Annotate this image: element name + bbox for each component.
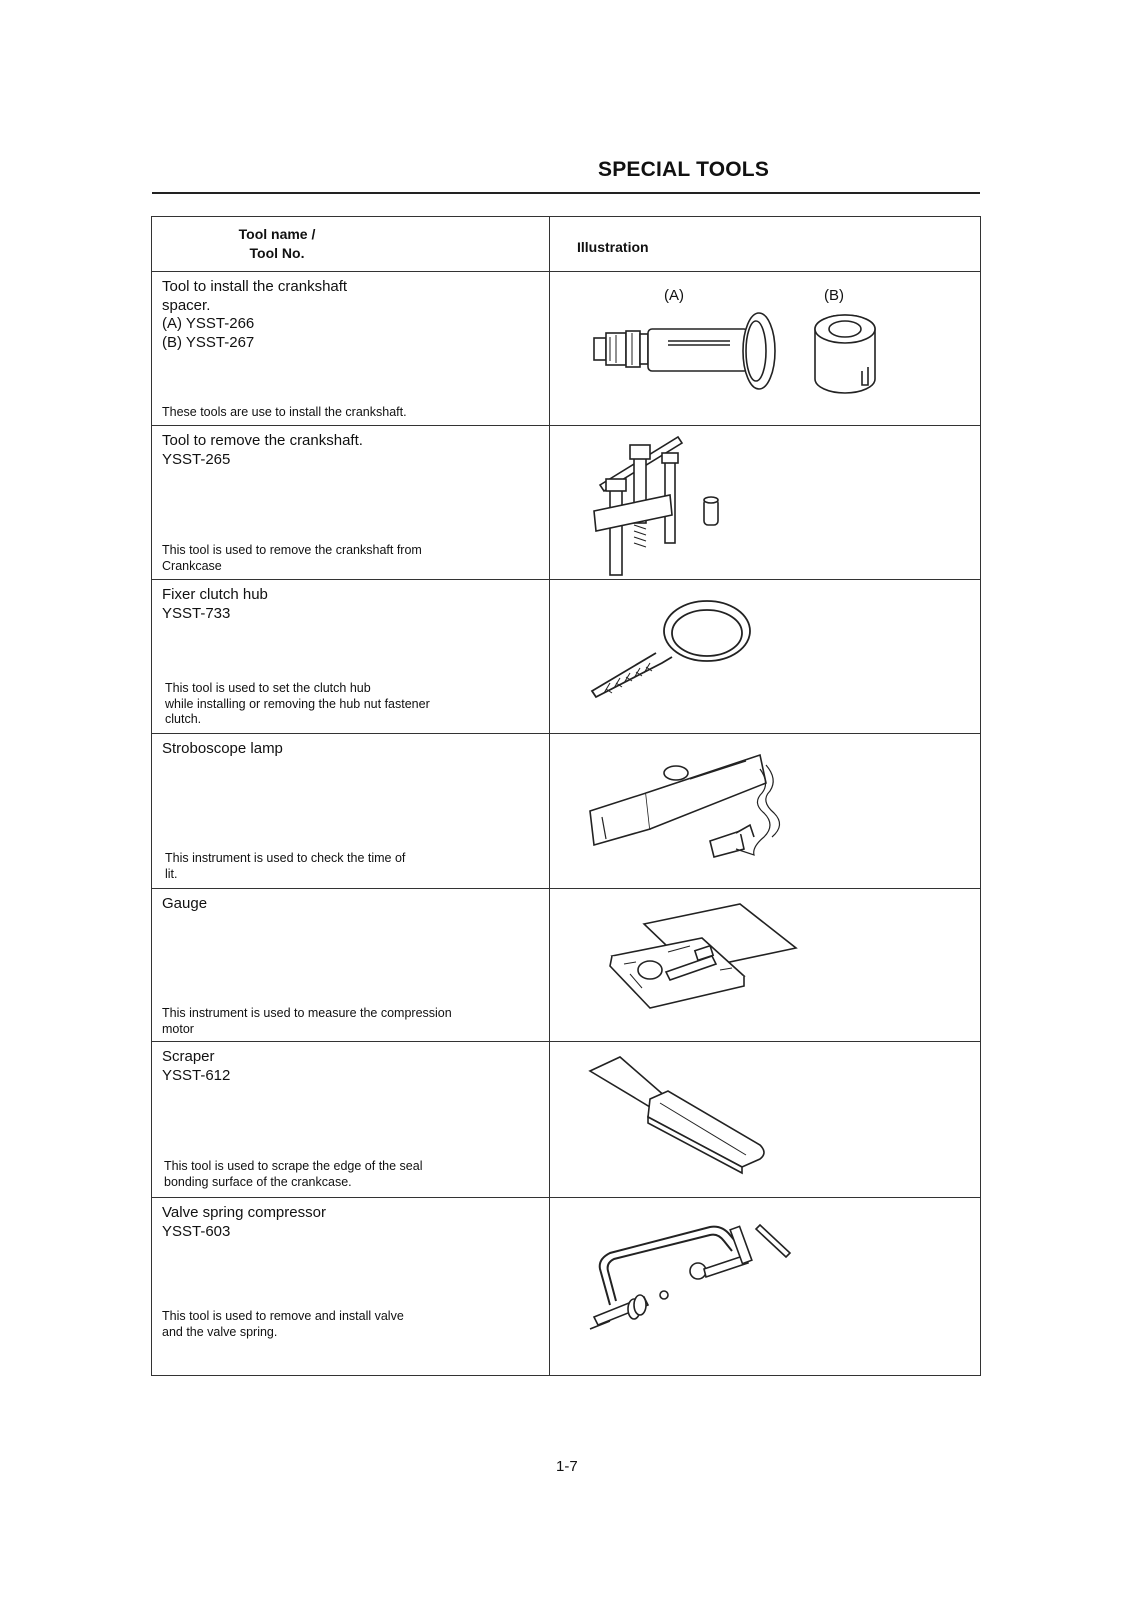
page-title: SPECIAL TOOLS xyxy=(598,158,770,181)
table-row xyxy=(152,579,549,733)
table-row xyxy=(152,1197,549,1375)
tool-description: This tool is used to scrape the edge of the seal bonding surface of the crankcase. xyxy=(164,1159,423,1189)
crankshaft-puller-icon xyxy=(550,425,981,579)
page-number: 1-7 xyxy=(556,1458,578,1475)
title-rule xyxy=(152,192,980,194)
illustration-label-b: (B) xyxy=(824,287,844,304)
tool-description: This tool is used to set the clutch hub while installing or removing the hub nut fastener clutch. xyxy=(165,681,430,726)
clutch-hub-holder-icon xyxy=(550,579,981,733)
timing-light-icon xyxy=(550,733,981,888)
header-illustration: Illustration xyxy=(577,239,649,255)
tool-name: Fixer clutch hub YSST-733 xyxy=(162,586,268,622)
tool-name: Tool to install the crankshaft spacer. (A) YSST-266 (B) YSST-267 xyxy=(162,278,348,351)
illustration-label-a: (A) xyxy=(664,287,684,304)
tool-description: This tool is used to remove and install valve and the valve spring. xyxy=(162,1309,404,1339)
compression-gauge-kit-icon xyxy=(550,888,981,1041)
header-tool-name: Tool name / Tool No. xyxy=(238,226,316,261)
tool-description: This tool is used to remove the crankshaft from Crankcase xyxy=(162,543,422,573)
tool-description: This instrument is used to check the time of lit. xyxy=(165,851,406,881)
table-row xyxy=(152,1041,549,1197)
tool-name: Scraper YSST-612 xyxy=(162,1048,231,1084)
table-row xyxy=(152,271,549,425)
tool-name: Valve spring compressor YSST-603 xyxy=(162,1204,326,1240)
special-tools-table xyxy=(151,216,981,1376)
table-row xyxy=(152,733,549,888)
valve-spring-compressor-icon xyxy=(550,1197,981,1375)
scraper-icon xyxy=(550,1041,981,1197)
tool-name: Tool to remove the crankshaft. YSST-265 xyxy=(162,432,363,468)
table-row xyxy=(152,888,549,1041)
crankshaft-installer-icon xyxy=(550,271,981,425)
tool-name: Stroboscope lamp xyxy=(162,740,283,757)
tool-description: This instrument is used to measure the compression motor xyxy=(162,1006,452,1036)
tool-name: Gauge xyxy=(162,895,208,912)
tool-description: These tools are use to install the crankshaft. xyxy=(162,405,407,419)
table-row xyxy=(152,425,549,579)
